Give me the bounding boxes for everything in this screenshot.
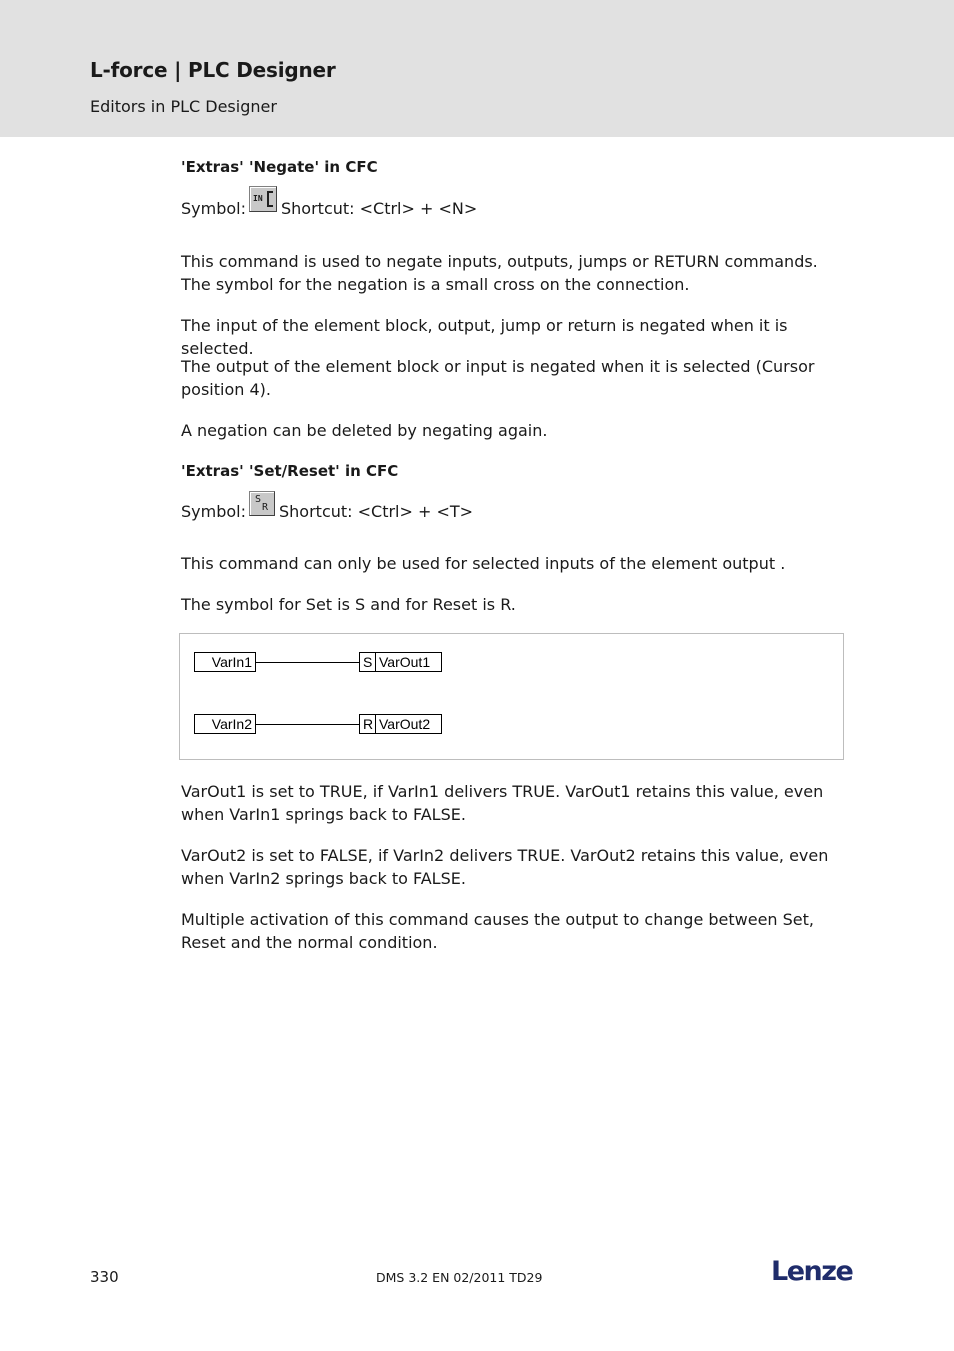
input-box-varin1	[194, 652, 256, 672]
bracket-glyph	[267, 191, 273, 207]
output-box-varout2	[359, 714, 442, 734]
paragraph: The input of the element block, output, jump or return is negated when it is selected.	[181, 316, 788, 358]
cfc-set-reset-figure	[179, 633, 844, 760]
paragraph: VarOut2 is set to FALSE, if VarIn2 delivers TRUE. VarOut2 retains this value, even when VarIn2 springs back to FALSE.	[181, 846, 829, 888]
set-letter: S	[255, 494, 262, 505]
paragraph: This command can only be used for selected inputs of the element output .	[181, 554, 786, 573]
setreset-symbol-row	[181, 494, 846, 523]
page-header	[0, 0, 954, 137]
lenze-logo: Lenze	[771, 1256, 853, 1287]
document-title: L-force | PLC Designer	[90, 58, 336, 82]
paragraph: A negation can be deleted by negating again.	[181, 421, 548, 440]
section-heading-setreset: 'Extras' 'Set/Reset' in CFC	[181, 462, 399, 480]
symbol-label: Symbol:	[181, 502, 246, 521]
negate-symbol-row	[181, 194, 846, 220]
paragraph: VarOut1 is set to TRUE, if VarIn1 delivers TRUE. VarOut1 retains this value, even when VarIn1 springs back to FALSE.	[181, 782, 824, 824]
document-subtitle: Editors in PLC Designer	[90, 97, 277, 116]
negate-icon-text: IN	[253, 194, 263, 203]
input-box-varin2	[194, 714, 256, 734]
box-divider	[375, 715, 376, 733]
shortcut-text: Shortcut: <Ctrl> + <T>	[279, 502, 474, 521]
output-label: VarOut2	[379, 716, 431, 732]
connection-line	[256, 662, 360, 663]
document-id: DMS 3.2 EN 02/2011 TD29	[376, 1270, 543, 1285]
reset-marker: R	[363, 716, 374, 732]
paragraph: The symbol for Set is S and for Reset is R.	[181, 595, 516, 614]
paragraph: The output of the element block or input is negated when it is selected (Cursor position 4).	[181, 357, 815, 399]
output-label: VarOut1	[379, 654, 431, 670]
output-box-varout1	[359, 652, 442, 672]
box-divider	[375, 653, 376, 671]
input-label: VarIn2	[211, 716, 252, 732]
section-heading-negate: 'Extras' 'Negate' in CFC	[181, 158, 378, 176]
reset-letter: R	[262, 502, 269, 513]
symbol-label: Symbol:	[181, 199, 246, 218]
set-reset-icon	[249, 491, 275, 516]
set-marker: S	[363, 654, 373, 670]
paragraph: This command is used to negate inputs, outputs, jumps or RETURN commands. The symbol for the negation is a small cross on the connection.	[181, 252, 818, 294]
paragraph: Multiple activation of this command causes the output to change between Set, Reset and the normal condition.	[181, 910, 814, 952]
negate-icon	[249, 186, 277, 212]
page-number: 330	[90, 1268, 119, 1286]
shortcut-text: Shortcut: <Ctrl> + <N>	[281, 199, 478, 218]
connection-line	[256, 724, 360, 725]
input-label: VarIn1	[211, 654, 252, 670]
